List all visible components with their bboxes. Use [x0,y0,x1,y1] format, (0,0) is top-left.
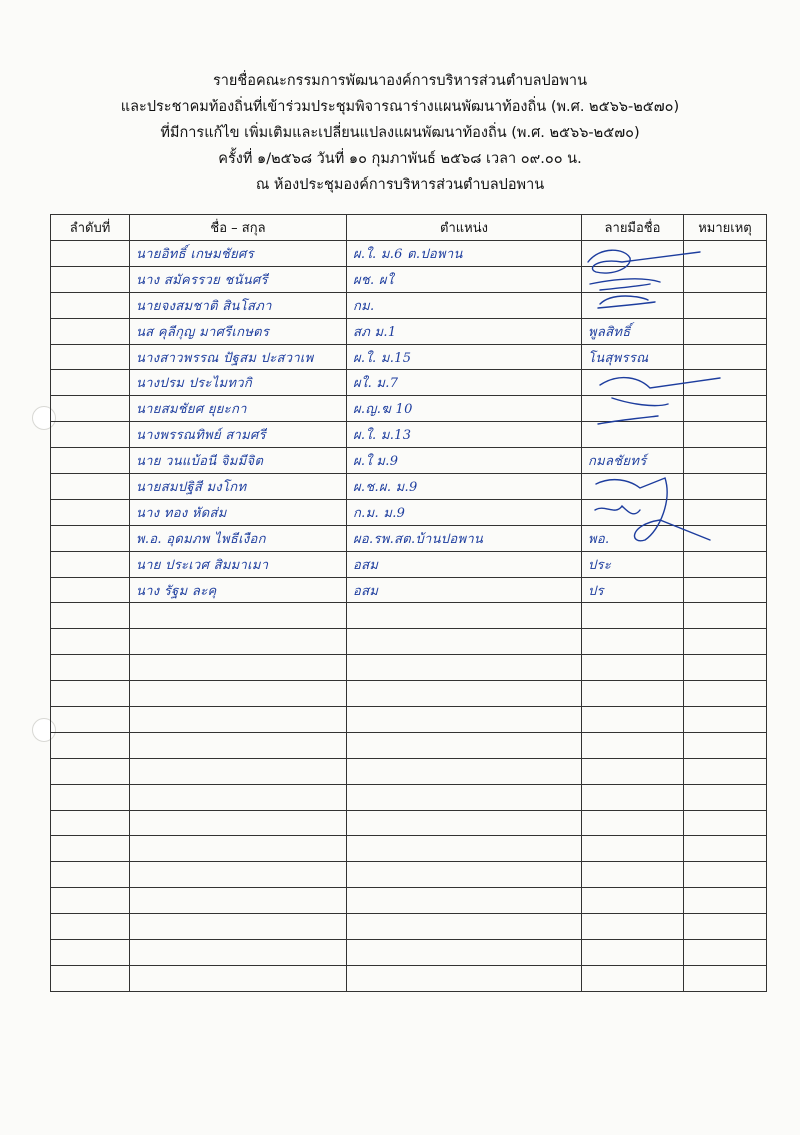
table-row [51,422,767,448]
remark-cell [684,965,767,991]
name-cell [130,707,347,733]
remark-cell [684,784,767,810]
remark-cell [684,862,767,888]
remark-cell [684,681,767,707]
position-cell [347,370,582,396]
position-cell [347,603,582,629]
table-row [51,499,767,525]
name-handwriting: นายอิทธิ์ เกษมชัยศร [136,247,254,262]
table-row [51,396,767,422]
position-cell [347,551,582,577]
table-row [51,784,767,810]
position-cell [347,758,582,784]
column-header-signature: ลายมือชื่อ [582,215,684,241]
position-handwriting: อสม [353,557,379,573]
table-row [51,448,767,474]
attendance-table [50,214,767,992]
position-handwriting: ผ.ใ. ม.15 [353,350,412,366]
name-cell [130,965,347,991]
document-header [0,68,800,198]
meeting-date: ครั้งที่ ๑/๒๕๖๘ วันที่ ๑๐ กุมภาพันธ์ ๒๕๖๘ เวลา ๐๙.๐๐ น. [218,151,582,167]
signature-handwriting: พูลสิทธิ์ [588,324,631,340]
order-cell [51,292,130,318]
name-cell [130,655,347,681]
order-cell [51,499,130,525]
column-header-remark: หมายเหตุ [684,215,767,241]
signature-cell [582,499,684,525]
order-cell [51,965,130,991]
position-cell [347,940,582,966]
signature-handwriting: ปร [588,583,604,599]
order-cell [51,318,130,344]
order-cell [51,732,130,758]
signature-cell [582,344,684,370]
signature-cell [582,758,684,784]
position-cell [347,241,582,267]
remark-cell [684,914,767,940]
position-cell [347,836,582,862]
name-cell [130,551,347,577]
remark-cell [684,732,767,758]
table-row [51,862,767,888]
name-handwriting: นายสมชัยศ ยุยะกา [136,402,247,418]
remark-cell [684,422,767,448]
signature-cell [582,422,684,448]
remark-cell [684,551,767,577]
signature-cell [582,629,684,655]
meeting-location: ณ ห้องประชุมองค์การบริหารส่วนตำบลปอพาน [255,177,545,193]
remark-cell [684,318,767,344]
signature-cell [582,681,684,707]
order-cell [51,525,130,551]
order-cell [51,758,130,784]
order-cell [51,396,130,422]
position-cell [347,525,582,551]
attendance-table-wrapper [50,214,766,992]
remark-cell [684,940,767,966]
remark-cell [684,499,767,525]
position-cell [347,266,582,292]
remark-cell [684,888,767,914]
signature-cell [582,266,684,292]
position-handwriting: อสม [353,583,379,599]
remark-cell [684,370,767,396]
name-cell [130,241,347,267]
name-cell [130,862,347,888]
order-cell [51,810,130,836]
header-subtitle-1: และประชาคมท้องถิ่นที่เข้าร่วมประชุมพิจารณาร่างแผนพัฒนาท้องถิ่น (พ.ศ. ๒๕๖๖-๒๕๗๐) [120,99,680,115]
signature-cell [582,965,684,991]
table-row [51,551,767,577]
name-cell [130,836,347,862]
signature-cell [582,292,684,318]
name-cell [130,681,347,707]
position-cell [347,629,582,655]
table-row [51,836,767,862]
position-cell [347,888,582,914]
name-handwriting: นาง ทอง หัดส่ม [136,505,227,521]
position-handwriting: ผ.ใ. ม.13 [353,428,412,444]
name-cell [130,577,347,603]
order-cell [51,655,130,681]
name-cell [130,758,347,784]
order-cell [51,551,130,577]
name-handwriting: นางปรม ประไมทวกิ [136,376,253,392]
order-cell [51,577,130,603]
table-row [51,940,767,966]
table-row [51,629,767,655]
signature-cell [582,810,684,836]
table-row [51,266,767,292]
order-cell [51,344,130,370]
remark-cell [684,474,767,500]
name-cell [130,914,347,940]
remark-cell [684,266,767,292]
table-row [51,292,767,318]
order-cell [51,862,130,888]
table-row [51,577,767,603]
position-handwriting: ผ.ญ.ฆ 10 [353,402,413,418]
position-handwriting: ผใ. ม.7 [353,376,399,392]
position-cell [347,681,582,707]
name-cell [130,422,347,448]
name-cell [130,810,347,836]
position-handwriting: ผอ.รพ.สต.บ้านปอพาน [353,531,484,547]
signature-cell [582,396,684,422]
remark-cell [684,448,767,474]
remark-cell [684,629,767,655]
signature-cell [582,655,684,681]
name-handwriting: นาย วนแบ้อนี จิมมีจิต [136,454,264,470]
order-cell [51,836,130,862]
position-cell [347,474,582,500]
name-handwriting: นางสาวพรรณ ปัฐสม ปะสวาเพ [136,350,314,366]
remark-cell [684,603,767,629]
signature-cell [582,241,684,267]
name-cell [130,474,347,500]
order-cell [51,629,130,655]
order-cell [51,422,130,448]
position-cell [347,732,582,758]
signature-cell [582,551,684,577]
table-row [51,758,767,784]
signature-cell [582,577,684,603]
position-cell [347,655,582,681]
table-row [51,888,767,914]
table-row [51,344,767,370]
name-handwriting: นส คุลีกุญ มาศรีเกษตร [136,324,270,340]
signature-handwriting: พอ. [588,531,610,547]
name-handwriting: นางพรรณทิพย์ สามศรี [136,428,266,444]
name-cell [130,292,347,318]
signature-cell [582,836,684,862]
position-cell [347,914,582,940]
table-row [51,732,767,758]
signature-cell [582,707,684,733]
name-cell [130,940,347,966]
signature-cell [582,784,684,810]
position-handwriting: สภ ม.1 [353,324,397,340]
signature-cell [582,862,684,888]
remark-cell [684,810,767,836]
order-cell [51,888,130,914]
column-header-name: ชื่อ – สกุล [130,215,347,241]
table-row [51,965,767,991]
name-handwriting: นาง รัฐม ละคุ [136,583,217,599]
signature-cell [582,914,684,940]
position-cell [347,448,582,474]
table-row [51,707,767,733]
name-cell [130,396,347,422]
position-cell [347,422,582,448]
position-cell [347,810,582,836]
position-cell [347,707,582,733]
position-handwriting: ผช. ผใ [353,272,394,288]
remark-cell [684,396,767,422]
position-cell [347,784,582,810]
name-cell [130,370,347,396]
order-cell [51,474,130,500]
signature-cell [582,318,684,344]
name-handwriting: พ.อ. อุดมภพ ไพธีเงือก [136,531,266,547]
name-cell [130,888,347,914]
position-cell [347,318,582,344]
position-cell [347,862,582,888]
name-cell [130,525,347,551]
signature-cell [582,448,684,474]
remark-cell [684,525,767,551]
name-cell [130,448,347,474]
table-body [51,241,767,992]
order-cell [51,603,130,629]
name-cell [130,732,347,758]
table-row [51,603,767,629]
position-cell [347,499,582,525]
header-title: รายชื่อคณะกรรมการพัฒนาองค์การบริหารส่วนตำบลปอพาน [212,73,587,89]
table-row [51,318,767,344]
order-cell [51,448,130,474]
position-cell [347,344,582,370]
remark-cell [684,344,767,370]
order-cell [51,241,130,267]
order-cell [51,784,130,810]
remark-cell [684,241,767,267]
name-cell [130,266,347,292]
order-cell [51,681,130,707]
remark-cell [684,655,767,681]
name-cell [130,318,347,344]
remark-cell [684,292,767,318]
position-handwriting: ผ.ใ. ม.6 ต.ปอพาน [353,247,463,262]
table-row [51,655,767,681]
position-cell [347,396,582,422]
remark-cell [684,577,767,603]
table-row [51,914,767,940]
order-cell [51,914,130,940]
signature-cell [582,732,684,758]
signature-cell [582,888,684,914]
name-cell [130,344,347,370]
order-cell [51,266,130,292]
signature-cell [582,603,684,629]
table-row [51,370,767,396]
table-row [51,681,767,707]
name-cell [130,629,347,655]
remark-cell [684,836,767,862]
name-cell [130,603,347,629]
name-handwriting: นายสมปฐิสี มงโกท [136,480,247,496]
name-handwriting: นาย ประเวศ สิมมาเมา [136,557,269,573]
signature-handwriting: ประ [588,557,612,573]
signature-cell [582,370,684,396]
column-header-position: ตำแหน่ง [347,215,582,241]
order-cell [51,707,130,733]
position-handwriting: ผ.ใ ม.9 [353,454,399,470]
name-cell [130,499,347,525]
order-cell [51,370,130,396]
remark-cell [684,758,767,784]
table-row [51,525,767,551]
table-row [51,241,767,267]
position-handwriting: กม. [353,298,375,314]
table-row [51,474,767,500]
table-header-row [51,215,767,241]
column-header-order: ลำดับที่ [51,215,130,241]
position-handwriting: ผ.ช.ผ. ม.9 [353,480,418,496]
order-cell [51,940,130,966]
name-handwriting: นายจงสมชาติ สินโสภา [136,298,272,314]
table-row [51,810,767,836]
name-cell [130,784,347,810]
signature-cell [582,525,684,551]
signature-handwriting: โนสุพรรณ [588,350,649,366]
position-cell [347,965,582,991]
position-handwriting: ก.ม. ม.9 [353,505,406,521]
header-subtitle-2: ที่มีการแก้ไข เพิ่มเติมและเปลี่ยนแปลงแผนพัฒนาท้องถิ่น (พ.ศ. ๒๕๖๖-๒๕๗๐) [160,125,640,141]
signature-handwriting: กมลชัยทร์ [588,454,647,470]
signature-cell [582,940,684,966]
name-handwriting: นาง สมัครรวย ชนันศรี [136,272,268,288]
remark-cell [684,707,767,733]
position-cell [347,577,582,603]
position-cell [347,292,582,318]
signature-cell [582,474,684,500]
